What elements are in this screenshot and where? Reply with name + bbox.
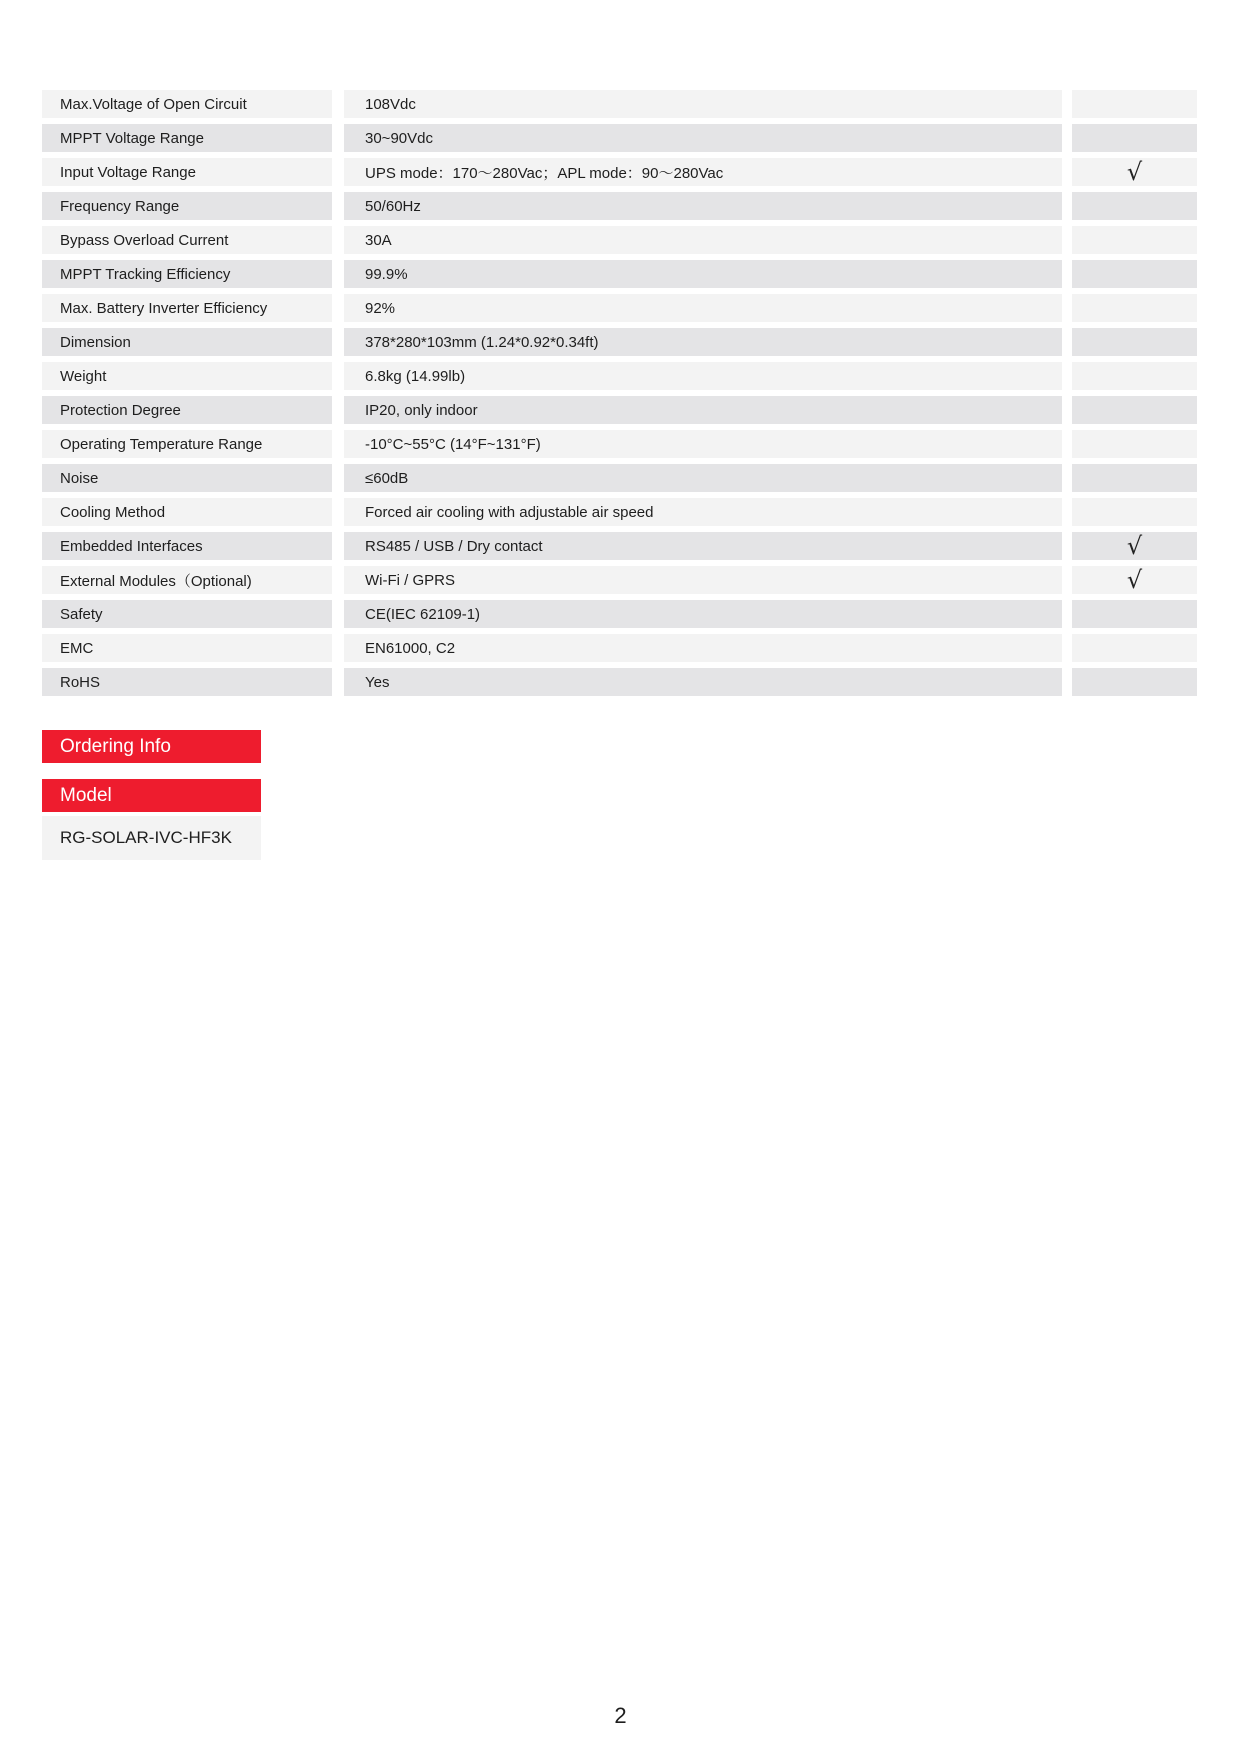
spec-check-cell [1072, 668, 1197, 696]
spec-row [42, 260, 1200, 288]
spec-check-cell [1072, 158, 1197, 186]
spec-row [42, 668, 1200, 696]
spec-value: EN61000, C2 [344, 634, 1062, 662]
spec-check-cell [1072, 464, 1197, 492]
spec-row [42, 294, 1200, 322]
spec-value: UPS mode：170～280Vac；APL mode：90～280Vac [344, 158, 1062, 186]
spec-label: Bypass Overload Current [42, 226, 332, 254]
spec-row [42, 634, 1200, 662]
spec-row [42, 226, 1200, 254]
spec-check-cell [1072, 430, 1197, 458]
spec-label: MPPT Tracking Efficiency [42, 260, 332, 288]
spec-value: 6.8kg (14.99lb) [344, 362, 1062, 390]
model-value: RG-SOLAR-IVC-HF3K [42, 816, 261, 860]
spec-check-cell [1072, 260, 1197, 288]
spec-row [42, 600, 1200, 628]
check-icon: √ [1126, 566, 1143, 594]
spec-check-cell [1072, 532, 1197, 560]
spec-check-cell [1072, 600, 1197, 628]
spec-label: External Modules（Optional) [42, 566, 332, 594]
spec-value: IP20, only indoor [344, 396, 1062, 424]
spec-value: Wi-Fi / GPRS [344, 566, 1062, 594]
spec-label: Max.Voltage of Open Circuit [42, 90, 332, 118]
spec-label: Frequency Range [42, 192, 332, 220]
spec-value: 30~90Vdc [344, 124, 1062, 152]
spec-value: 50/60Hz [344, 192, 1062, 220]
spec-row [42, 464, 1200, 492]
spec-check-cell [1072, 90, 1197, 118]
spec-row [42, 158, 1200, 186]
spec-value: 378*280*103mm (1.24*0.92*0.34ft) [344, 328, 1062, 356]
spec-check-cell [1072, 192, 1197, 220]
spec-check-cell [1072, 294, 1197, 322]
spec-row [42, 396, 1200, 424]
page-number: 2 [614, 1703, 627, 1728]
spec-label: Dimension [42, 328, 332, 356]
spec-row [42, 498, 1200, 526]
spec-label: EMC [42, 634, 332, 662]
spec-row [42, 532, 1200, 560]
spec-value: Forced air cooling with adjustable air speed [344, 498, 1062, 526]
specification-table [42, 90, 1200, 702]
spec-label: Cooling Method [42, 498, 332, 526]
spec-value: CE(IEC 62109-1) [344, 600, 1062, 628]
spec-check-cell [1072, 634, 1197, 662]
spec-value: -10°C~55°C (14°F~131°F) [344, 430, 1062, 458]
model-column-header: Model [42, 779, 261, 812]
spec-value: 92% [344, 294, 1062, 322]
spec-check-cell [1072, 396, 1197, 424]
spec-row [42, 90, 1200, 118]
spec-value: 30A [344, 226, 1062, 254]
spec-check-cell [1072, 226, 1197, 254]
spec-value: RS485 / USB / Dry contact [344, 532, 1062, 560]
ordering-info-heading: Ordering Info [42, 730, 261, 763]
check-icon: √ [1126, 532, 1143, 560]
spec-label: Operating Temperature Range [42, 430, 332, 458]
check-icon: √ [1126, 158, 1143, 186]
spec-row [42, 362, 1200, 390]
spec-row [42, 566, 1200, 594]
spec-value: Yes [344, 668, 1062, 696]
spec-label: Weight [42, 362, 332, 390]
spec-row [42, 124, 1200, 152]
spec-value: 99.9% [344, 260, 1062, 288]
spec-label: Safety [42, 600, 332, 628]
spec-label: Noise [42, 464, 332, 492]
spec-row [42, 430, 1200, 458]
spec-value: ≤60dB [344, 464, 1062, 492]
spec-row [42, 192, 1200, 220]
spec-label: MPPT Voltage Range [42, 124, 332, 152]
spec-row [42, 328, 1200, 356]
spec-label: Input Voltage Range [42, 158, 332, 186]
spec-label: RoHS [42, 668, 332, 696]
spec-check-cell [1072, 498, 1197, 526]
spec-label: Embedded Interfaces [42, 532, 332, 560]
spec-check-cell [1072, 362, 1197, 390]
spec-label: Max. Battery Inverter Efficiency [42, 294, 332, 322]
spec-check-cell [1072, 328, 1197, 356]
spec-label: Protection Degree [42, 396, 332, 424]
spec-check-cell [1072, 566, 1197, 594]
spec-value: 108Vdc [344, 90, 1062, 118]
spec-check-cell [1072, 124, 1197, 152]
